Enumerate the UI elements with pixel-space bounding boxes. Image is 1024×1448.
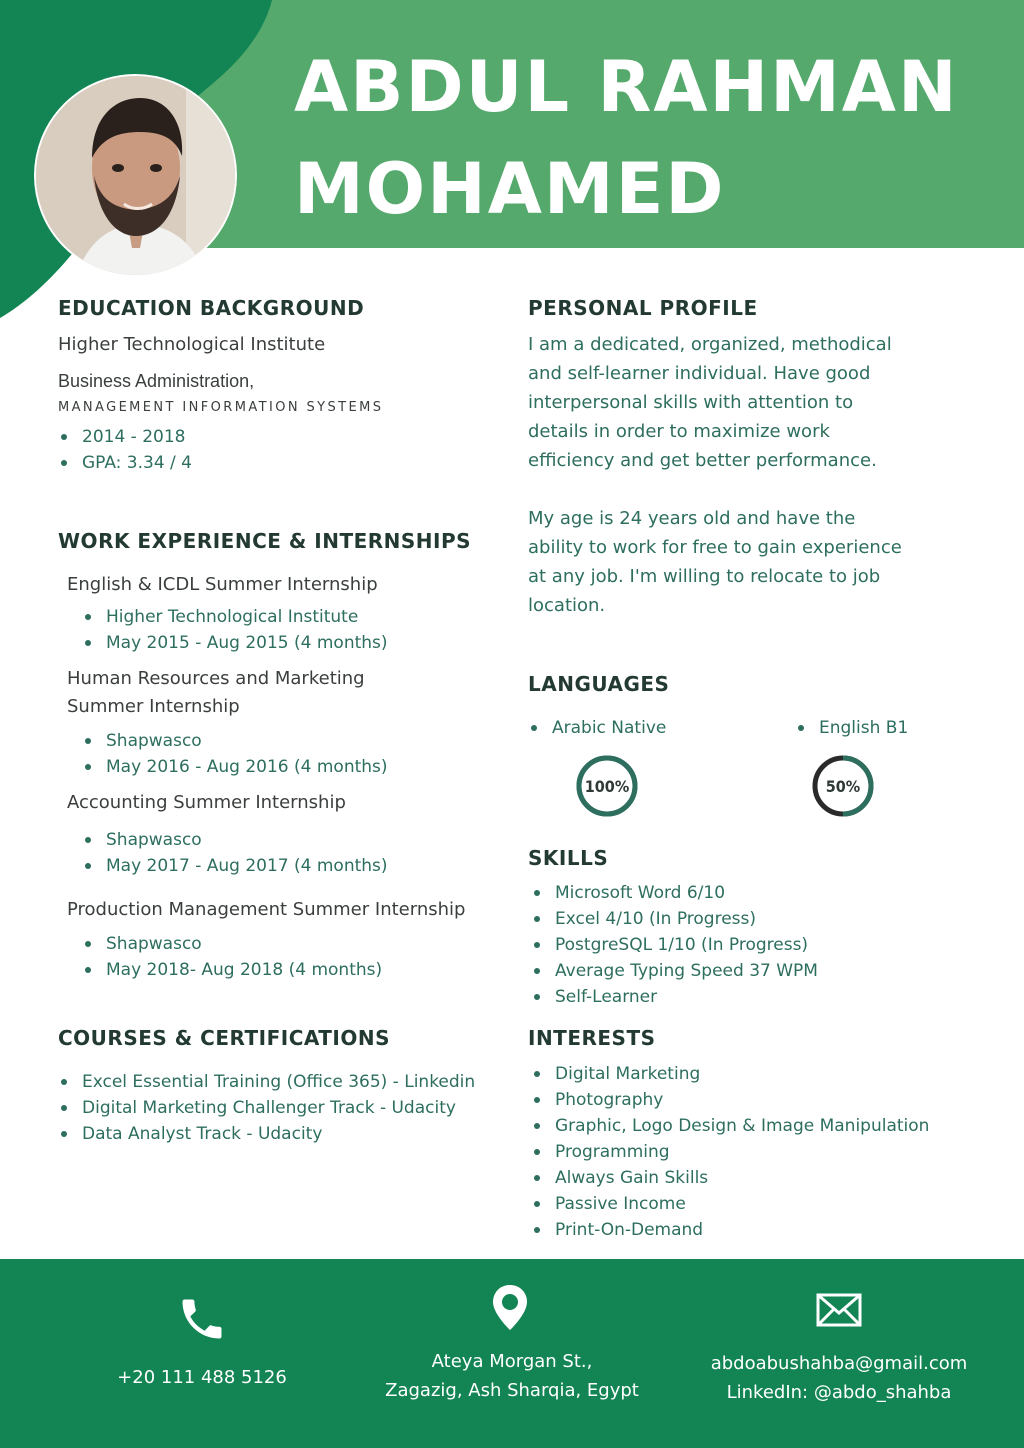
- list-item: Passive Income: [531, 1191, 929, 1217]
- list-item: Digital Marketing Challenger Track - Udacity: [58, 1095, 475, 1121]
- language-level-ring: [575, 754, 639, 818]
- email-linkedin: [689, 1349, 989, 1407]
- job-title-line-1: Human Resources and Marketing: [67, 668, 365, 689]
- address: [362, 1347, 662, 1405]
- languages-heading: LANGUAGES: [528, 672, 670, 696]
- contact-footer: [0, 1259, 1024, 1448]
- job-title-line-2: Summer Internship: [67, 696, 240, 717]
- job-title: [67, 665, 365, 721]
- language-label: English B1: [795, 715, 908, 741]
- list-item: GPA: 3.34 / 4: [58, 450, 192, 476]
- education-heading: EDUCATION BACKGROUND: [58, 296, 365, 320]
- job-company: Shapwasco: [82, 728, 388, 754]
- courses-heading: COURSES & CERTIFICATIONS: [58, 1026, 391, 1050]
- list-item: Print-On-Demand: [531, 1217, 929, 1243]
- name-line-1: ABDUL RAHMAN: [294, 46, 959, 128]
- education-degree: Business Administration,: [58, 371, 255, 391]
- job-title: Accounting Summer Internship: [67, 792, 346, 813]
- candidate-name: [294, 36, 994, 240]
- job-period: May 2016 - Aug 2016 (4 months): [82, 754, 388, 780]
- job-title: Production Management Summer Internship: [67, 899, 466, 920]
- location-pin-icon: [490, 1283, 530, 1333]
- list-item: Programming: [531, 1139, 929, 1165]
- linkedin-link[interactable]: LinkedIn: @abdo_shahba: [726, 1382, 952, 1403]
- skills-list: [531, 880, 818, 1010]
- education-major: MANAGEMENT INFORMATION SYSTEMS: [58, 400, 384, 415]
- phone-number[interactable]: +20 111 488 5126: [117, 1367, 287, 1388]
- email-link[interactable]: abdoabushahba@gmail.com: [710, 1353, 968, 1374]
- list-item: Average Typing Speed 37 WPM: [531, 958, 818, 984]
- skills-heading: SKILLS: [528, 846, 609, 870]
- interests-list: [531, 1061, 929, 1243]
- phone-icon: [176, 1293, 228, 1345]
- job-company: Shapwasco: [82, 827, 388, 853]
- job-details-list: [82, 931, 382, 983]
- job-period: May 2017 - Aug 2017 (4 months): [82, 853, 388, 879]
- profile-paragraph: My age is 24 years old and have the ability to work for free to gain experience at any job. I'm willing to relocate to job location.: [528, 508, 902, 616]
- list-item: Excel Essential Training (Office 365) - Linkedin: [58, 1069, 475, 1095]
- profile-paragraph: I am a dedicated, organized, methodical and self-learner individual. Have good interpersonal skills with attention to details in order to maximize work efficiency and get better performance.: [528, 334, 892, 471]
- language-level-ring: [811, 754, 875, 818]
- list-item: Data Analyst Track - Udacity: [58, 1121, 475, 1147]
- list-item: Microsoft Word 6/10: [531, 880, 818, 906]
- job-company: Higher Technological Institute: [82, 604, 388, 630]
- language-level-label: 50%: [825, 777, 861, 796]
- job-details-list: [82, 827, 388, 879]
- profile-heading: PERSONAL PROFILE: [528, 296, 758, 320]
- address-line-1: Ateya Morgan St.,: [431, 1351, 593, 1372]
- job-details-list: [82, 604, 388, 656]
- list-item: Photography: [531, 1087, 929, 1113]
- interests-heading: INTERESTS: [528, 1026, 656, 1050]
- education-details-list: [58, 424, 192, 476]
- profile-text: [528, 330, 908, 649]
- address-line-2: Zagazig, Ash Sharqia, Egypt: [385, 1380, 639, 1401]
- language-item: [528, 715, 666, 741]
- education-institute: Higher Technological Institute: [58, 334, 326, 355]
- envelope-icon: [816, 1293, 862, 1327]
- list-item: Self-Learner: [531, 984, 818, 1010]
- job-period: May 2015 - Aug 2015 (4 months): [82, 630, 388, 656]
- person-portrait-icon: [36, 76, 237, 277]
- list-item: Always Gain Skills: [531, 1165, 929, 1191]
- language-item: [795, 715, 908, 741]
- list-item: Graphic, Logo Design & Image Manipulation: [531, 1113, 929, 1139]
- language-label: Arabic Native: [528, 715, 666, 741]
- list-item: PostgreSQL 1/10 (In Progress): [531, 932, 818, 958]
- job-title: English & ICDL Summer Internship: [67, 574, 378, 595]
- job-company: Shapwasco: [82, 931, 382, 957]
- courses-list: [58, 1069, 475, 1147]
- list-item: Digital Marketing: [531, 1061, 929, 1087]
- name-line-2: MOHAMED: [294, 148, 726, 230]
- work-heading: WORK EXPERIENCE & INTERNSHIPS: [58, 529, 472, 553]
- job-period: May 2018- Aug 2018 (4 months): [82, 957, 382, 983]
- job-details-list: [82, 728, 388, 780]
- list-item: 2014 - 2018: [58, 424, 192, 450]
- profile-photo: [34, 74, 237, 277]
- language-level-label: 100%: [584, 777, 630, 796]
- list-item: Excel 4/10 (In Progress): [531, 906, 818, 932]
